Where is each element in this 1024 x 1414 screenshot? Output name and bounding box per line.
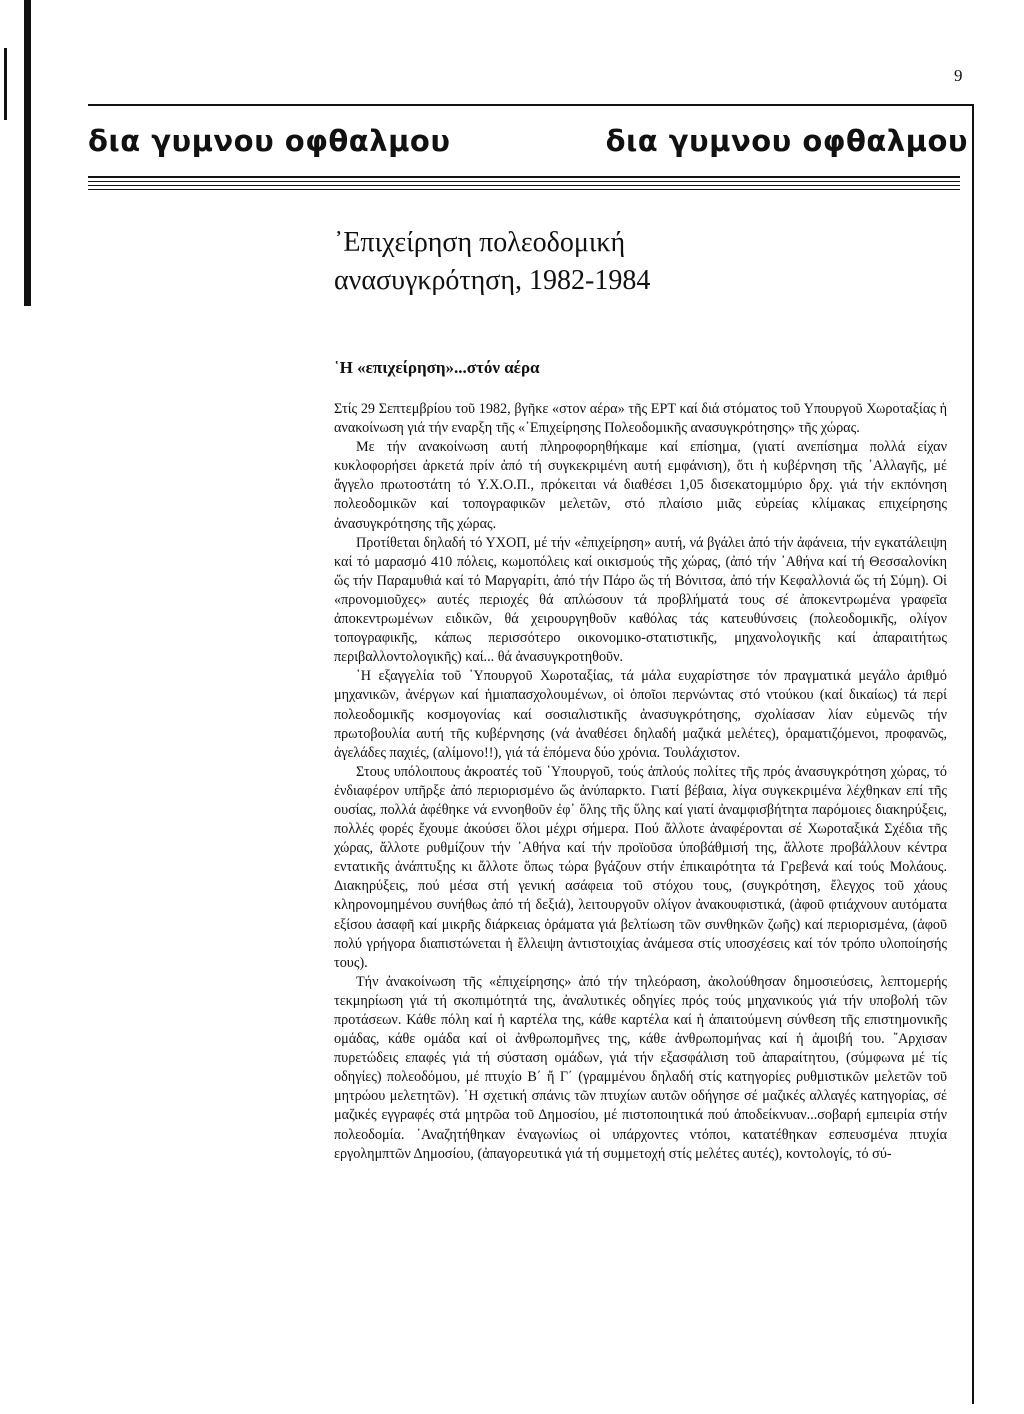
paragraph-6: Τήν ἀνακοίνωση τῆς «ἐπιχείρησης» ἀπό τήν τηλεόραση, ἀκολούθησαν δημοσιεύσεις, λεπτομερής τεκμηρίωση γιά τή σκοπιμότητά της, ἀναλυτικές οδηγίες πρός τούς μηχανικούς γιά τήν υποβολή τῶν προτάσεων. Κάθε πόλη καί ἡ καρτέλα της, κάθε καρτέλα καί ἡ ἀπαιτούμενη σύνθεση τῆς επιστημονικῆς ομάδας, κάθε ομάδα καί οἱ ἀνθρωπομῆνες της, κάθε ἀνθρωπομήνας καί ἡ ἀμοιβή του. ῎Αρχισαν πυρετώδεις επαφές γιά τή σύσταση ομάδων, γιά τήν εξασφάλιση τοῦ ἀπαραίτητου, (σύμφωνα μέ τίς οδηγίες) πολεοδόμου, μέ πτυχίο Β΄ ἤ Γ΄ (γραμμένου δηλαδή στίς κατηγορίες ρυθμιστικῶν μελετῶν τοῦ μητρώου μελετητῶν). ῾Η σχετική σπάνις τῶν πτυχίων αυτῶν οδήγησε σέ μαζικές αλλαγές κατηγορίας, σέ μαζικές εγγραφές στά μητρῶα τοῦ Δημοσίου, μέ πιστοποιητικά πού ἀποδείκνυαν...σοβαρή εμπειρία στήν πολεοδομία. ᾿Αναζητήθηκαν ἐναγωνίως οἱ υπάρχοντες ντόποι, κατατέθηκαν εσπευσμένα πτυχία εργολημπτῶν Δημοσίου, (ἀπαγορευτικά γιά τή συμμετοχή στίς μελέτες αυτές), κοντολογίς, τό σύ- (334, 973, 947, 1162)
title-line-1: ᾿Επιχείρηση πολεοδομική (334, 227, 626, 258)
paragraph-2: Με τήν ανακοίνωση αυτή πληροφορηθήκαμε καί επίσημα, (γιατί ανεπίσημα πολλά είχαν κυκλοφορήσει ἀρκετά πρίν ἀπό τή συγκεκριμένη αυτή εμφάνιση), ὅτι ἡ κυβέρνηση τῆς ᾿Αλλαγῆς, μέ ἄγγελο πρωτοστάτη τό Υ.Χ.Ο.Π., πρόκειται νά διαθέσει 1,05 δισεκατομμύριο δρχ. γιά τήν εκπόνηση πολεοδομικῶν καί τοπογραφικῶν μελετῶν, στό πλαίσιο μιᾶς εὐρείας κλίμακας επιχείρησης ἀνασυγκρότησης τῆς χώρας. (334, 439, 947, 532)
masthead-rule (88, 176, 960, 178)
frame-right-line (972, 104, 974, 1404)
paragraph-4: ῾Η εξαγγελία τοῦ ῾Υπουργοῦ Χωροταξίας, τά μάλα ευχαρίστησε τόν πραγματικά μεγάλο ἀριθμό μηχανικῶν, ἀνέργων καί ἡμιαπασχολουμένων, οἱ ὁποῖοι περνώντας στό ντούκου (καί δικαίως) τά περί πολεοδομικῆς κοσμογονίας καί σοσιαλιστικῆς ἀνασυγκρότησης, σχολίασαν λίαν εὐμενῶς τήν πρωτοβουλία αυτή τῆς κυβέρνησης (νά ἀναθέσει δηλαδή μαζικά μελέτες), ὁραματιζόμενοι, προφανῶς, ἀγελάδες παχιές, (αλίμονο!!), γιά τά ἑπόμενα δύο χρόνια. Τουλάχιστον. (334, 668, 947, 761)
masthead-rule (88, 181, 960, 182)
scan-edge-bar (24, 0, 31, 306)
frame-top-line (88, 104, 974, 106)
masthead-rule (88, 185, 960, 186)
masthead-left: δια γυμνου οφθαλμου (88, 124, 451, 158)
masthead-right: δια γυμνου οφθαλμου (605, 124, 968, 158)
article-body (334, 400, 947, 1164)
title-line-2: ανασυγκρότηση, 1982-1984 (334, 265, 651, 296)
masthead (88, 124, 968, 158)
scan-edge-mark (4, 48, 7, 120)
page-number: 9 (954, 66, 963, 85)
paragraph-3: Προτίθεται δηλαδή τό ΥΧΟΠ, μέ τήν «ἐπιχείρηση» αυτή, νά βγάλει ἀπό τήν ἀφάνεια, τήν εγκατάλειψη καί τό μαρασμό 410 πόλεις, κωμοπόλεις καί οικισμούς τῆς χώρας, (ἀπό τήν ᾿Αθήνα καί τή Θεσσαλονίκη ὥς τήν Παραμυθιά καί τό Μαργαρίτι, ἀπό τήν Πάρο ὥς τή Βόνιτσα, ἀπό τήν Κεφαλλονιά ὥς τή Σύμη). Οἱ «προνομιοῦχες» αυτές περιοχές θά απλώσουν τά προβλήματά τους σέ ἀποκεντρωμένα γραφεῖα ἀποκεντρωμένων ειδικῶν, θά χειρουργηθοῦν καθόλας τάς κατευθύνσεις (πολεοδομικῆς, ολίγον τοπογραφικῆς, κάπως περισσότερο οικονομικο-στατιστικῆς, μηχανολογικῆς καί ἀπαραιτήτως περιβαλλοντολογικῆς) καί... θά ἀνασυγκροτηθοῦν. (334, 534, 947, 666)
paragraph-1: Στίς 29 Σεπτεμβρίου τοῦ 1982, βγῆκε «στον αέρα» τῆς ΕΡΤ καί διά στόματος τοῦ Υπουργοῦ Χωροταξίας ἡ ανακοίνωση γιά τήν εναρξη τῆς «᾿Επιχείρησης Πολεοδομικῆς ανασυγκρότησης» τῆς χώρας. (334, 401, 947, 437)
article-title (334, 224, 650, 300)
paragraph-5: Στους υπόλοιπους ἀκροατές τοῦ ῾Υπουργοῦ, τούς ἁπλούς πολίτες τῆς πρός ἀνασυγκρότηση χώρας, τό ἐνδιαφέρον υπῆρξε ἀπό περιορισμένο ὥς ἀνύπαρκτο. Γιατί βέβαια, λίγα συγκεκριμένα λέχθηκαν επί τῆς ουσίας, πολλά ἀφέθηκε νά εννοηθοῦν ἐφ᾿ ὅλης τῆς ὕλης καί γιατί ἀναμφισβήτητα παρόμοιες διακηρύξεις, πολλές φορές ἔχουμε ἀκούσει ὅλοι μέχρι σήμερα. Πού ἄλλοτε ἀναφέρονται σέ Χωροταξικά Σχέδια τῆς χώρας, ἄλλοτε ρυθμίζουν τήν ᾿Αθήνα καί τήν προϊοῦσα ὑποβάθμισή της, ἄλλοτε προβάλλουν κέντρα εντατικῆς ἀνάπτυξης κι ἄλλοτε ὅπως τώρα βγάζουν στήν ἐπικαιρότητα τά Γρεβενά καί τούς Μολάους. Διακηρύξεις, πού μέσα στή γενική ασάφεια τοῦ στόχου τους, (συγκρότηση, ἔλεγχος τοῦ χάους κληρονομημένου συνήθως ἀπό τή δεξιά), λειτουργοῦν ολίγον ἀνακουφιστικά, (ἀφοῦ φτιάχνουν αυτόματα εξίσου ἀσαφῆ καί μικρῆς διάρκειας ὁράματα γιά βελτίωση τῶν συνθηκῶν ζωῆς) καί περιορισμένα, (ἀφοῦ πολύ γρήγορα διαπιστώνεται ἡ ἔλλειψη ἀντιστοιχίας ἀνάμεσα στίς υποσχέσεις καί τόν τρόπο υλοποίησής τους). (334, 763, 947, 971)
article-subtitle: ῾Η «επιχείρηση»...στόν αέρα (334, 358, 540, 377)
masthead-rule (88, 189, 960, 190)
